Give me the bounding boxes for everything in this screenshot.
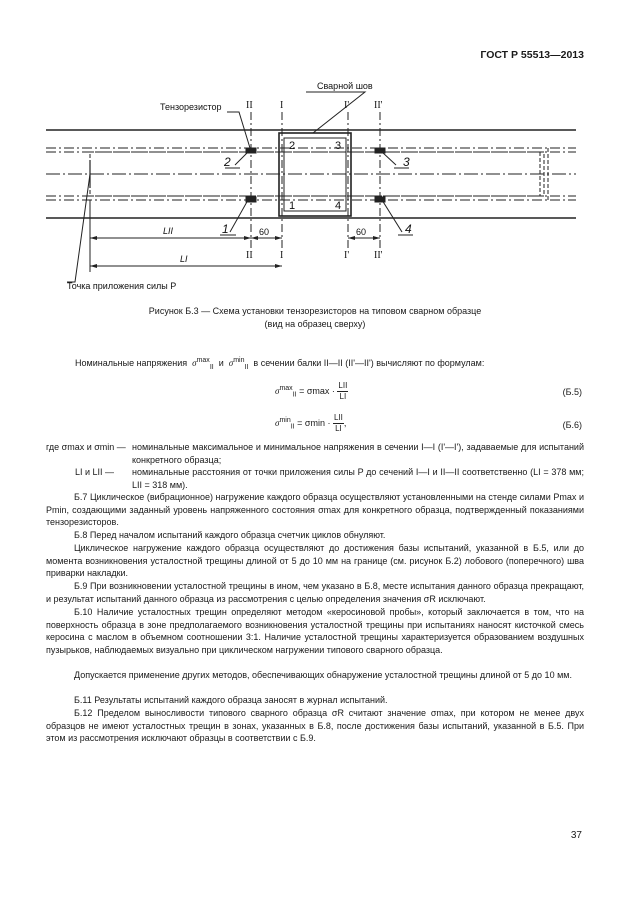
section-Ip-bottom: I' xyxy=(344,250,350,261)
zone-2: 2 xyxy=(289,140,296,152)
gauge-3-label: 3 xyxy=(403,155,410,169)
section-II-bottom: II xyxy=(246,250,253,261)
dim-60-left: 60 xyxy=(259,227,270,237)
zone-1: 1 xyxy=(289,200,296,212)
equation-b5-number: (Б.5) xyxy=(562,387,582,397)
figure-b3-diagram xyxy=(0,0,630,300)
para-b7: Б.7 Циклическое (вибрационное) нагружение каждого образца осуществляют установленными на стенде силами Pmax и Pmin, создающими заданный уровень напряженного состояния σmax для конкретного образца, подтвержденный показаниями тензорезисторов. xyxy=(46,492,584,528)
where-def-1: номинальные максимальное и минимальное напряжения в сечении I—I (I'—I'), задаваемые для испытаний конкретного образца; xyxy=(132,442,584,465)
section-I-top: I xyxy=(280,100,284,111)
figure-caption: Рисунок Б.3 — Схема установки тензорезисторов на типовом сварном образце xyxy=(148,306,482,316)
equation-b6-number: (Б.6) xyxy=(562,420,582,430)
section-IIp-bottom: II' xyxy=(374,250,383,261)
zone-4: 4 xyxy=(335,200,342,212)
para-b11: Б.11 Результаты испытаний каждого образца заносят в журнал испытаний. xyxy=(74,695,388,705)
dim-60-right: 60 xyxy=(356,227,367,237)
load-point-label: Точка приложения силы P xyxy=(67,281,177,291)
dim-LI: LI xyxy=(180,254,188,264)
equation-b5: $\sigma^{max}_{II} = \sigma\max$ · $\frac{\text{LII}}{LI}$ xyxy=(275,381,348,401)
dim-LII: LII xyxy=(163,226,174,236)
gauge-1-label: 1 xyxy=(222,222,229,236)
figure-caption-sub: (вид на образец сверху) xyxy=(264,319,366,329)
where-term-2: LI и LII — xyxy=(75,467,115,477)
section-IIp-top: II' xyxy=(374,100,383,111)
section-Ip-top: I' xyxy=(344,100,350,111)
para-b8-cont: Циклическое нагружение каждого образца осуществляют до достижения базы испытаний, указанной в Б.5, или до момента возникновения усталостной трещины длиной от 5 до 10 мм на границе (см. рисунок Б.2) лобового (поперечного) шва приварки накладки. xyxy=(46,543,584,579)
gauge-label: Тензорезистор xyxy=(160,102,222,112)
section-I-bottom: I xyxy=(280,250,284,261)
document-header: ГОСТ Р 55513—2013 xyxy=(480,49,584,61)
para-b10-note: Допускается применение других методов, обеспечивающих обнаружение усталостной трещины длиной от 5 до 10 мм. xyxy=(74,670,572,680)
where-term-1: где σmax и σmin — xyxy=(46,442,126,452)
equation-b6: $\sigma^{min}_{II} = \sigma\min$ · $\frac{\text{LII}}{LI}$ , xyxy=(275,413,347,433)
gauge-2-label: 2 xyxy=(224,155,231,169)
page-number: 37 xyxy=(570,830,582,841)
section-II-top: II xyxy=(246,100,253,111)
gauge-4-label: 4 xyxy=(405,222,412,236)
where-def-2: номинальные расстояния от точки приложения силы P до сечений I—I и II—II соответственно (LI = 378 мм; LII = 318 мм). xyxy=(132,467,584,490)
intro-line: Номинальные напряжения $\sigma^{max}_{II}$ и $\sigma^{min}_{II}$ в сечении балки II—II (II'—II') вычисляют по формулам: xyxy=(75,357,485,371)
para-b8: Б.8 Перед началом испытаний каждого образца счетчик циклов обнуляют. xyxy=(74,530,386,540)
weld-label: Сварной шов xyxy=(317,81,373,91)
para-b12: Б.12 Пределом выносливости типового сварного образца σR считают значение σmax, при котором не менее двух образцов не имеют усталостных трещин в зонах, указанных в Б.8, после достижения базы испытаний, указанной в Б.5. При этом из рассмотрения исключают образцы в соответствии с Б.9. xyxy=(46,708,584,744)
zone-3: 3 xyxy=(335,140,342,152)
para-b10: Б.10 Наличие усталостных трещин определяют методом «керосиновой пробы», который заключается в том, что на поверхность образца в зоне предполагаемого возникновения усталостной трещины при испытаниях наносят кисточкой смесь керосина с маслом в объемном соотношении 3:1. Наличие усталостной трещины характеризуется образованием воздушных пузырьков, наблюдаемых визуально при циклическом нагружении типового сварного образца. xyxy=(46,607,584,655)
para-b9: Б.9 При возникновении усталостной трещины в ином, чем указано в Б.8, месте испытания данного образца прекращают, и результат испытаний данного образца из рассмотрения с целью определения значения σR исключают. xyxy=(46,581,584,604)
